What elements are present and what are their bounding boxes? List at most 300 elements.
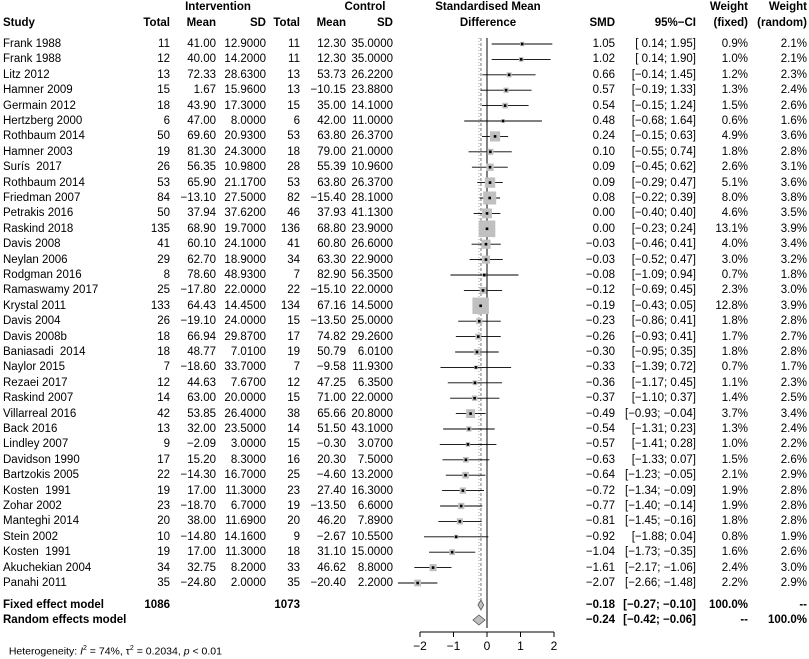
mean-control: −9.58 <box>316 361 346 374</box>
header-sd-intervention: SD <box>250 17 266 29</box>
ci-value: [−1.45; −0.16] <box>625 515 696 528</box>
weight-fixed: 1.1% <box>721 376 748 389</box>
total-intervention: 18 <box>157 346 170 358</box>
mean-control: 74.82 <box>317 330 346 343</box>
heterogeneity-p-value: < 0.01 <box>189 645 222 658</box>
mean-intervention: 72.33 <box>187 68 216 81</box>
mean-control: 37.93 <box>317 207 346 220</box>
total-control: 15 <box>287 438 300 451</box>
study-name: Manteghi 2014 <box>3 515 80 528</box>
total-intervention: 34 <box>157 561 170 574</box>
header-weight-fixed-2: (fixed) <box>713 17 748 29</box>
study-name: Surís 2017 <box>3 161 62 174</box>
ci-value: [−0.55; 0.74] <box>631 145 696 158</box>
weight-random: 3.1% <box>780 161 807 174</box>
mean-control: 47.25 <box>317 376 346 389</box>
point-estimate <box>502 120 505 123</box>
mean-intervention: 63.00 <box>187 392 216 405</box>
point-estimate <box>485 243 488 246</box>
sd-control: 15.0000 <box>351 546 393 559</box>
ci-value: [−1.41; 0.28] <box>631 438 696 451</box>
study-name: Baniasadi 2014 <box>3 346 86 358</box>
point-estimate <box>476 351 479 354</box>
mean-intervention: 66.94 <box>187 330 216 343</box>
weight-fixed: 3.0% <box>721 253 748 266</box>
weight-random: 2.4% <box>780 84 807 97</box>
mean-intervention: −18.60 <box>180 361 216 374</box>
total-control: 7 <box>293 361 300 374</box>
sd-intervention: 10.9800 <box>224 161 266 174</box>
ci-value: [−0.93; −0.04] <box>625 407 696 420</box>
weight-random: 1.6% <box>780 115 807 127</box>
fixed-effect-ci: [−0.27; −0.10] <box>623 599 696 611</box>
heterogeneity-tau-superscript: 2 <box>129 645 134 652</box>
weight-random: 1.7% <box>780 361 807 374</box>
mean-control: −2.67 <box>316 530 346 543</box>
total-intervention: 84 <box>157 192 170 204</box>
study-name: Davis 2004 <box>3 315 61 328</box>
sd-control: 8.8000 <box>357 561 393 574</box>
total-intervention: 9 <box>163 438 170 451</box>
weight-fixed: 1.8% <box>721 145 748 158</box>
sd-control: 56.3500 <box>351 269 393 281</box>
total-control: 53 <box>287 176 300 189</box>
weight-fixed: 1.8% <box>721 515 748 528</box>
x-tick-label: 2 <box>550 639 558 653</box>
ci-value: [−1.34; −0.09] <box>625 484 696 497</box>
study-name: Frank 1988 <box>3 53 62 66</box>
ci-value: [−1.10; 0.37] <box>631 392 696 405</box>
ci-value: [−1.33; 0.07] <box>631 453 696 466</box>
total-control: 15 <box>287 99 300 112</box>
mean-control: −13.50 <box>310 315 346 328</box>
ci-value: [−0.19; 1.33] <box>631 84 696 97</box>
total-control: 134 <box>280 299 300 312</box>
total-control: 136 <box>280 222 300 235</box>
sd-control: 14.1000 <box>351 99 393 112</box>
weight-random: 3.6% <box>780 130 807 143</box>
weight-random: 2.8% <box>780 145 807 158</box>
weight-random: 3.9% <box>780 299 807 312</box>
sd-control: 16.3000 <box>351 484 393 497</box>
mean-intervention: 37.94 <box>187 207 216 220</box>
total-control: 25 <box>287 469 300 482</box>
total-control: 14 <box>287 423 300 435</box>
smd-value: 0.00 <box>592 207 615 220</box>
weight-fixed: 1.8% <box>721 346 748 358</box>
total-intervention: 14 <box>157 392 170 405</box>
sd-control: 13.2000 <box>351 469 393 482</box>
smd-value: 1.05 <box>592 38 615 50</box>
point-estimate <box>486 212 489 215</box>
mean-intervention: 69.60 <box>187 130 216 143</box>
sd-control: 10.5500 <box>351 530 393 543</box>
total-intervention: 29 <box>157 253 170 266</box>
sd-control: 35.0000 <box>351 38 393 50</box>
total-intervention: 22 <box>157 469 170 482</box>
point-estimate <box>416 582 419 585</box>
point-estimate <box>477 335 480 338</box>
weight-random: 3.0% <box>780 561 807 574</box>
point-estimate <box>455 536 458 539</box>
point-estimate <box>508 74 511 77</box>
smd-value: 0.54 <box>592 99 615 112</box>
sd-intervention: 27.5000 <box>224 192 266 204</box>
point-estimate <box>459 520 462 523</box>
sd-control: 35.0000 <box>351 53 393 66</box>
sd-intervention: 28.6300 <box>224 68 266 81</box>
sd-intervention: 11.3000 <box>225 484 266 497</box>
total-intervention: 12 <box>157 53 170 66</box>
mean-control: 63.30 <box>317 253 346 266</box>
sd-intervention: 8.3000 <box>230 453 266 466</box>
point-estimate <box>475 366 478 369</box>
ci-value: [−0.40; 0.40] <box>631 207 696 220</box>
total-control: 11 <box>288 53 300 66</box>
weight-random: 2.8% <box>780 346 807 358</box>
ci-value: [−1.73; −0.35] <box>625 546 696 559</box>
weight-random: 2.5% <box>780 392 807 405</box>
mean-intervention: 78.60 <box>187 269 216 281</box>
fixed-effect-weight-random: -- <box>799 599 807 611</box>
smd-value: −2.07 <box>585 577 615 589</box>
weight-fixed: 1.5% <box>721 453 748 466</box>
point-estimate <box>483 274 486 277</box>
point-estimate <box>462 489 465 492</box>
mean-intervention: 15.20 <box>187 453 216 466</box>
ci-value: [−1.09; 0.94] <box>631 269 696 281</box>
x-tick-label: 0 <box>483 639 491 653</box>
mean-control: 46.20 <box>317 515 346 528</box>
total-intervention: 26 <box>157 161 170 174</box>
header-control: Control <box>344 1 386 13</box>
point-estimate <box>479 305 482 308</box>
study-name: Rezaei 2017 <box>3 376 68 389</box>
sd-intervention: 16.7000 <box>224 469 266 482</box>
point-estimate <box>489 151 492 154</box>
sd-intervention: 24.1000 <box>224 238 266 251</box>
total-control: 17 <box>287 330 300 343</box>
study-name: Davidson 1990 <box>3 453 80 466</box>
point-estimate <box>464 474 467 477</box>
smd-value: 1.02 <box>592 53 615 66</box>
total-intervention: 18 <box>157 330 170 343</box>
total-control: 15 <box>287 315 300 328</box>
total-intervention: 7 <box>163 361 170 374</box>
weight-random: 3.4% <box>780 407 807 420</box>
header-smd-title-line1: Standardised Mean <box>435 1 541 13</box>
sd-control: 26.6000 <box>351 238 393 251</box>
ci-value: [−0.14; 1.45] <box>631 68 696 81</box>
weight-random: 2.6% <box>780 453 807 466</box>
smd-value: 0.48 <box>592 115 615 127</box>
mean-intervention: 48.77 <box>187 346 216 358</box>
smd-value: 0.08 <box>592 192 615 204</box>
total-intervention: 15 <box>157 84 170 97</box>
mean-intervention: −17.80 <box>180 284 216 297</box>
weight-random: 2.2% <box>780 438 807 451</box>
smd-value: 0.09 <box>592 176 615 189</box>
total-control: 19 <box>287 346 300 358</box>
ci-value: [−0.93; 0.41] <box>631 330 696 343</box>
mean-control: 79.00 <box>317 145 346 158</box>
ci-value: [−0.95; 0.35] <box>631 346 696 358</box>
study-name: Krystal 2011 <box>3 299 67 312</box>
ci-value: [ 0.14; 1.95] <box>635 38 696 50</box>
sd-intervention: 6.7000 <box>230 500 266 512</box>
fixed-effect-smd: −0.18 <box>585 599 615 611</box>
mean-intervention: 43.90 <box>187 99 216 112</box>
study-name: Ramaswamy 2017 <box>3 284 99 297</box>
sd-intervention: 14.4500 <box>224 299 266 312</box>
smd-value: −0.54 <box>585 423 615 435</box>
study-name: Davis 2008b <box>3 330 67 343</box>
total-intervention: 35 <box>157 577 170 589</box>
weight-random: 2.1% <box>780 38 807 50</box>
mean-control: 82.90 <box>317 269 346 281</box>
total-intervention: 17 <box>157 453 170 466</box>
random-effect-diamond <box>473 615 485 625</box>
point-estimate <box>478 320 481 323</box>
smd-value: −0.12 <box>585 284 615 297</box>
weight-fixed: 1.8% <box>721 315 748 328</box>
weight-fixed: 2.4% <box>721 561 748 574</box>
smd-value: 0.00 <box>592 222 615 235</box>
weight-fixed: 1.2% <box>721 68 748 81</box>
header-weight-random-1: Weight <box>768 1 807 13</box>
mean-intervention: 65.90 <box>187 176 216 189</box>
mean-intervention: −13.10 <box>180 192 216 204</box>
mean-control: 68.80 <box>317 222 346 235</box>
header-ci: 95%−CI <box>654 17 696 29</box>
mean-control: 53.73 <box>317 68 346 81</box>
total-intervention: 13 <box>157 68 170 81</box>
mean-control: 50.79 <box>317 346 346 358</box>
mean-control: −13.50 <box>310 500 346 512</box>
weight-random: 2.9% <box>780 469 807 482</box>
x-tick-label: −2 <box>413 639 427 653</box>
weight-fixed: 0.7% <box>721 269 748 281</box>
ci-value: [−0.29; 0.47] <box>631 176 696 189</box>
fixed-effect-weight-fixed: 100.0% <box>708 599 748 611</box>
weight-fixed: 0.7% <box>721 361 748 374</box>
mean-intervention: −24.80 <box>180 577 216 589</box>
study-name: Naylor 2015 <box>3 361 66 374</box>
smd-value: −0.03 <box>585 253 615 266</box>
sd-control: 11.9300 <box>352 361 393 374</box>
total-intervention: 50 <box>157 207 170 220</box>
study-name: Akuchekian 2004 <box>3 561 92 574</box>
mean-control: 67.16 <box>317 299 346 312</box>
study-name: Rothbaum 2014 <box>3 130 85 143</box>
smd-value: −0.26 <box>585 330 615 343</box>
ci-value: [−1.23; −0.05] <box>625 469 696 482</box>
weight-fixed: 2.2% <box>721 577 748 589</box>
sd-intervention: 17.3000 <box>224 99 266 112</box>
smd-value: 0.09 <box>592 161 615 174</box>
smd-value: −0.30 <box>585 346 615 358</box>
total-control: 16 <box>287 453 300 466</box>
heterogeneity-i2-symbol: I <box>80 645 83 658</box>
weight-fixed: 1.3% <box>721 84 748 97</box>
study-name: Hertzberg 2000 <box>3 115 83 127</box>
header-mean-intervention: Mean <box>186 17 216 29</box>
study-name: Lindley 2007 <box>3 438 69 451</box>
total-control: 20 <box>287 515 300 528</box>
mean-control: −4.60 <box>316 469 346 482</box>
mean-control: 20.30 <box>317 453 346 466</box>
ci-value: [ 0.14; 1.90] <box>635 53 696 66</box>
weight-random: 3.0% <box>780 284 807 297</box>
sd-intervention: 3.0000 <box>230 438 266 451</box>
sd-control: 6.0100 <box>357 346 393 358</box>
sd-intervention: 7.6700 <box>230 376 266 389</box>
study-name: Hamner 2003 <box>3 145 73 158</box>
ci-value: [−0.15; 1.24] <box>631 99 696 112</box>
ci-value: [−0.23; 0.24] <box>631 222 696 235</box>
mean-intervention: −18.70 <box>180 500 216 512</box>
study-name: Hamner 2009 <box>3 84 73 97</box>
header-smd: SMD <box>589 17 615 29</box>
sd-intervention: 48.9300 <box>224 269 266 281</box>
sd-intervention: 29.8700 <box>224 330 266 343</box>
random-effects-label: Random effects model <box>3 614 127 626</box>
ci-value: [−0.52; 0.47] <box>631 253 696 266</box>
mean-intervention: −2.09 <box>186 438 216 451</box>
weight-fixed: 0.8% <box>721 530 748 543</box>
sd-control: 26.3700 <box>351 130 393 143</box>
study-name: Panahi 2011 <box>3 577 67 589</box>
mean-control: 35.00 <box>317 99 346 112</box>
sd-control: 6.6000 <box>357 500 393 512</box>
point-estimate <box>485 258 488 261</box>
weight-random: 2.7% <box>780 330 807 343</box>
mean-control: 71.00 <box>317 392 346 405</box>
smd-value: −0.81 <box>585 515 615 528</box>
mean-intervention: 38.00 <box>187 515 216 528</box>
point-estimate <box>460 505 463 508</box>
sd-control: 41.1300 <box>351 207 393 220</box>
total-intervention: 6 <box>163 115 170 127</box>
total-intervention: 53 <box>157 176 170 189</box>
header-total-intervention: Total <box>143 17 170 29</box>
total-control: 82 <box>287 192 300 204</box>
sd-intervention: 22.0000 <box>224 284 266 297</box>
sd-control: 26.3700 <box>351 176 393 189</box>
mean-intervention: 41.00 <box>187 38 216 50</box>
weight-random: 3.2% <box>780 253 807 266</box>
study-name: Litz 2012 <box>3 68 50 81</box>
mean-intervention: 17.00 <box>187 484 216 497</box>
total-intervention: 13 <box>157 423 170 435</box>
total-intervention: 19 <box>157 546 170 559</box>
mean-control: 27.40 <box>317 484 346 497</box>
smd-value: −0.19 <box>585 299 615 312</box>
weight-fixed: 12.8% <box>715 299 748 312</box>
weight-random: 1.9% <box>780 530 807 543</box>
weight-random: 2.6% <box>780 99 807 112</box>
mean-intervention: 62.70 <box>187 253 216 266</box>
ci-value: [−1.40; −0.14] <box>625 500 696 512</box>
study-name: Villarreal 2016 <box>3 407 77 420</box>
total-intervention: 50 <box>157 130 170 143</box>
sd-intervention: 20.0000 <box>224 392 266 405</box>
ci-value: [−1.31; 0.23] <box>631 423 696 435</box>
study-name: Frank 1988 <box>3 38 62 50</box>
total-control: 13 <box>287 68 300 81</box>
total-intervention: 26 <box>157 315 170 328</box>
weight-random: 2.8% <box>780 484 807 497</box>
sd-intervention: 11.6900 <box>225 515 266 528</box>
total-intervention: 18 <box>157 99 170 112</box>
point-estimate <box>468 428 471 431</box>
total-intervention: 11 <box>158 38 170 50</box>
sd-control: 28.1000 <box>351 192 393 204</box>
ci-value: [−0.45; 0.62] <box>631 161 696 174</box>
ci-value: [−0.15; 0.63] <box>631 130 696 143</box>
weight-random: 2.3% <box>780 68 807 81</box>
weight-random: 2.8% <box>780 500 807 512</box>
total-control: 18 <box>287 145 300 158</box>
mean-intervention: 81.30 <box>187 145 216 158</box>
ci-value: [−1.17; 0.45] <box>631 376 696 389</box>
sd-control: 2.2000 <box>357 577 393 589</box>
smd-value: 0.66 <box>592 68 615 81</box>
ci-value: [−2.66; −1.48] <box>625 577 696 589</box>
point-estimate <box>486 228 489 231</box>
sd-control: 26.2200 <box>351 68 393 81</box>
fixed-effect-total-control: 1073 <box>274 599 300 611</box>
mean-control: −0.30 <box>316 438 346 451</box>
total-control: 12 <box>287 376 300 389</box>
ci-value: [−0.86; 0.41] <box>631 315 696 328</box>
total-control: 15 <box>287 392 300 405</box>
study-name: Back 2016 <box>3 423 58 435</box>
study-name: Rothbaum 2014 <box>3 176 85 189</box>
total-control: 22 <box>287 284 300 297</box>
mean-intervention: 60.10 <box>187 238 216 251</box>
ci-value: [−0.68; 1.64] <box>631 115 696 127</box>
weight-fixed: 2.1% <box>721 469 748 482</box>
weight-fixed: 4.6% <box>721 207 748 220</box>
total-control: 28 <box>287 161 300 174</box>
sd-intervention: 21.1700 <box>224 176 266 189</box>
ci-value: [−0.43; 0.05] <box>631 299 696 312</box>
mean-intervention: 64.43 <box>187 299 216 312</box>
total-control: 53 <box>287 130 300 143</box>
study-name: Germain 2012 <box>3 99 76 112</box>
smd-value: 0.57 <box>592 84 615 97</box>
point-estimate <box>489 166 492 169</box>
smd-value: −0.77 <box>585 500 615 512</box>
heterogeneity-prefix: Heterogeneity: <box>8 645 81 658</box>
sd-intervention: 11.3000 <box>225 546 266 559</box>
smd-value: −0.64 <box>585 469 615 482</box>
mean-control: 63.80 <box>317 176 346 189</box>
sd-control: 29.2600 <box>351 330 393 343</box>
study-name: Davis 2008 <box>3 238 61 251</box>
ci-value: [−2.17; −1.06] <box>625 561 696 574</box>
point-estimate <box>432 566 435 569</box>
study-name: Raskind 2018 <box>3 222 74 235</box>
smd-value: −1.04 <box>585 546 615 559</box>
total-intervention: 135 <box>150 222 170 235</box>
sd-intervention: 20.9300 <box>224 130 266 143</box>
sd-control: 10.9600 <box>351 161 393 174</box>
study-name: Zohar 2002 <box>3 500 62 512</box>
sd-intervention: 8.0000 <box>230 115 266 127</box>
sd-control: 22.9000 <box>351 253 393 266</box>
